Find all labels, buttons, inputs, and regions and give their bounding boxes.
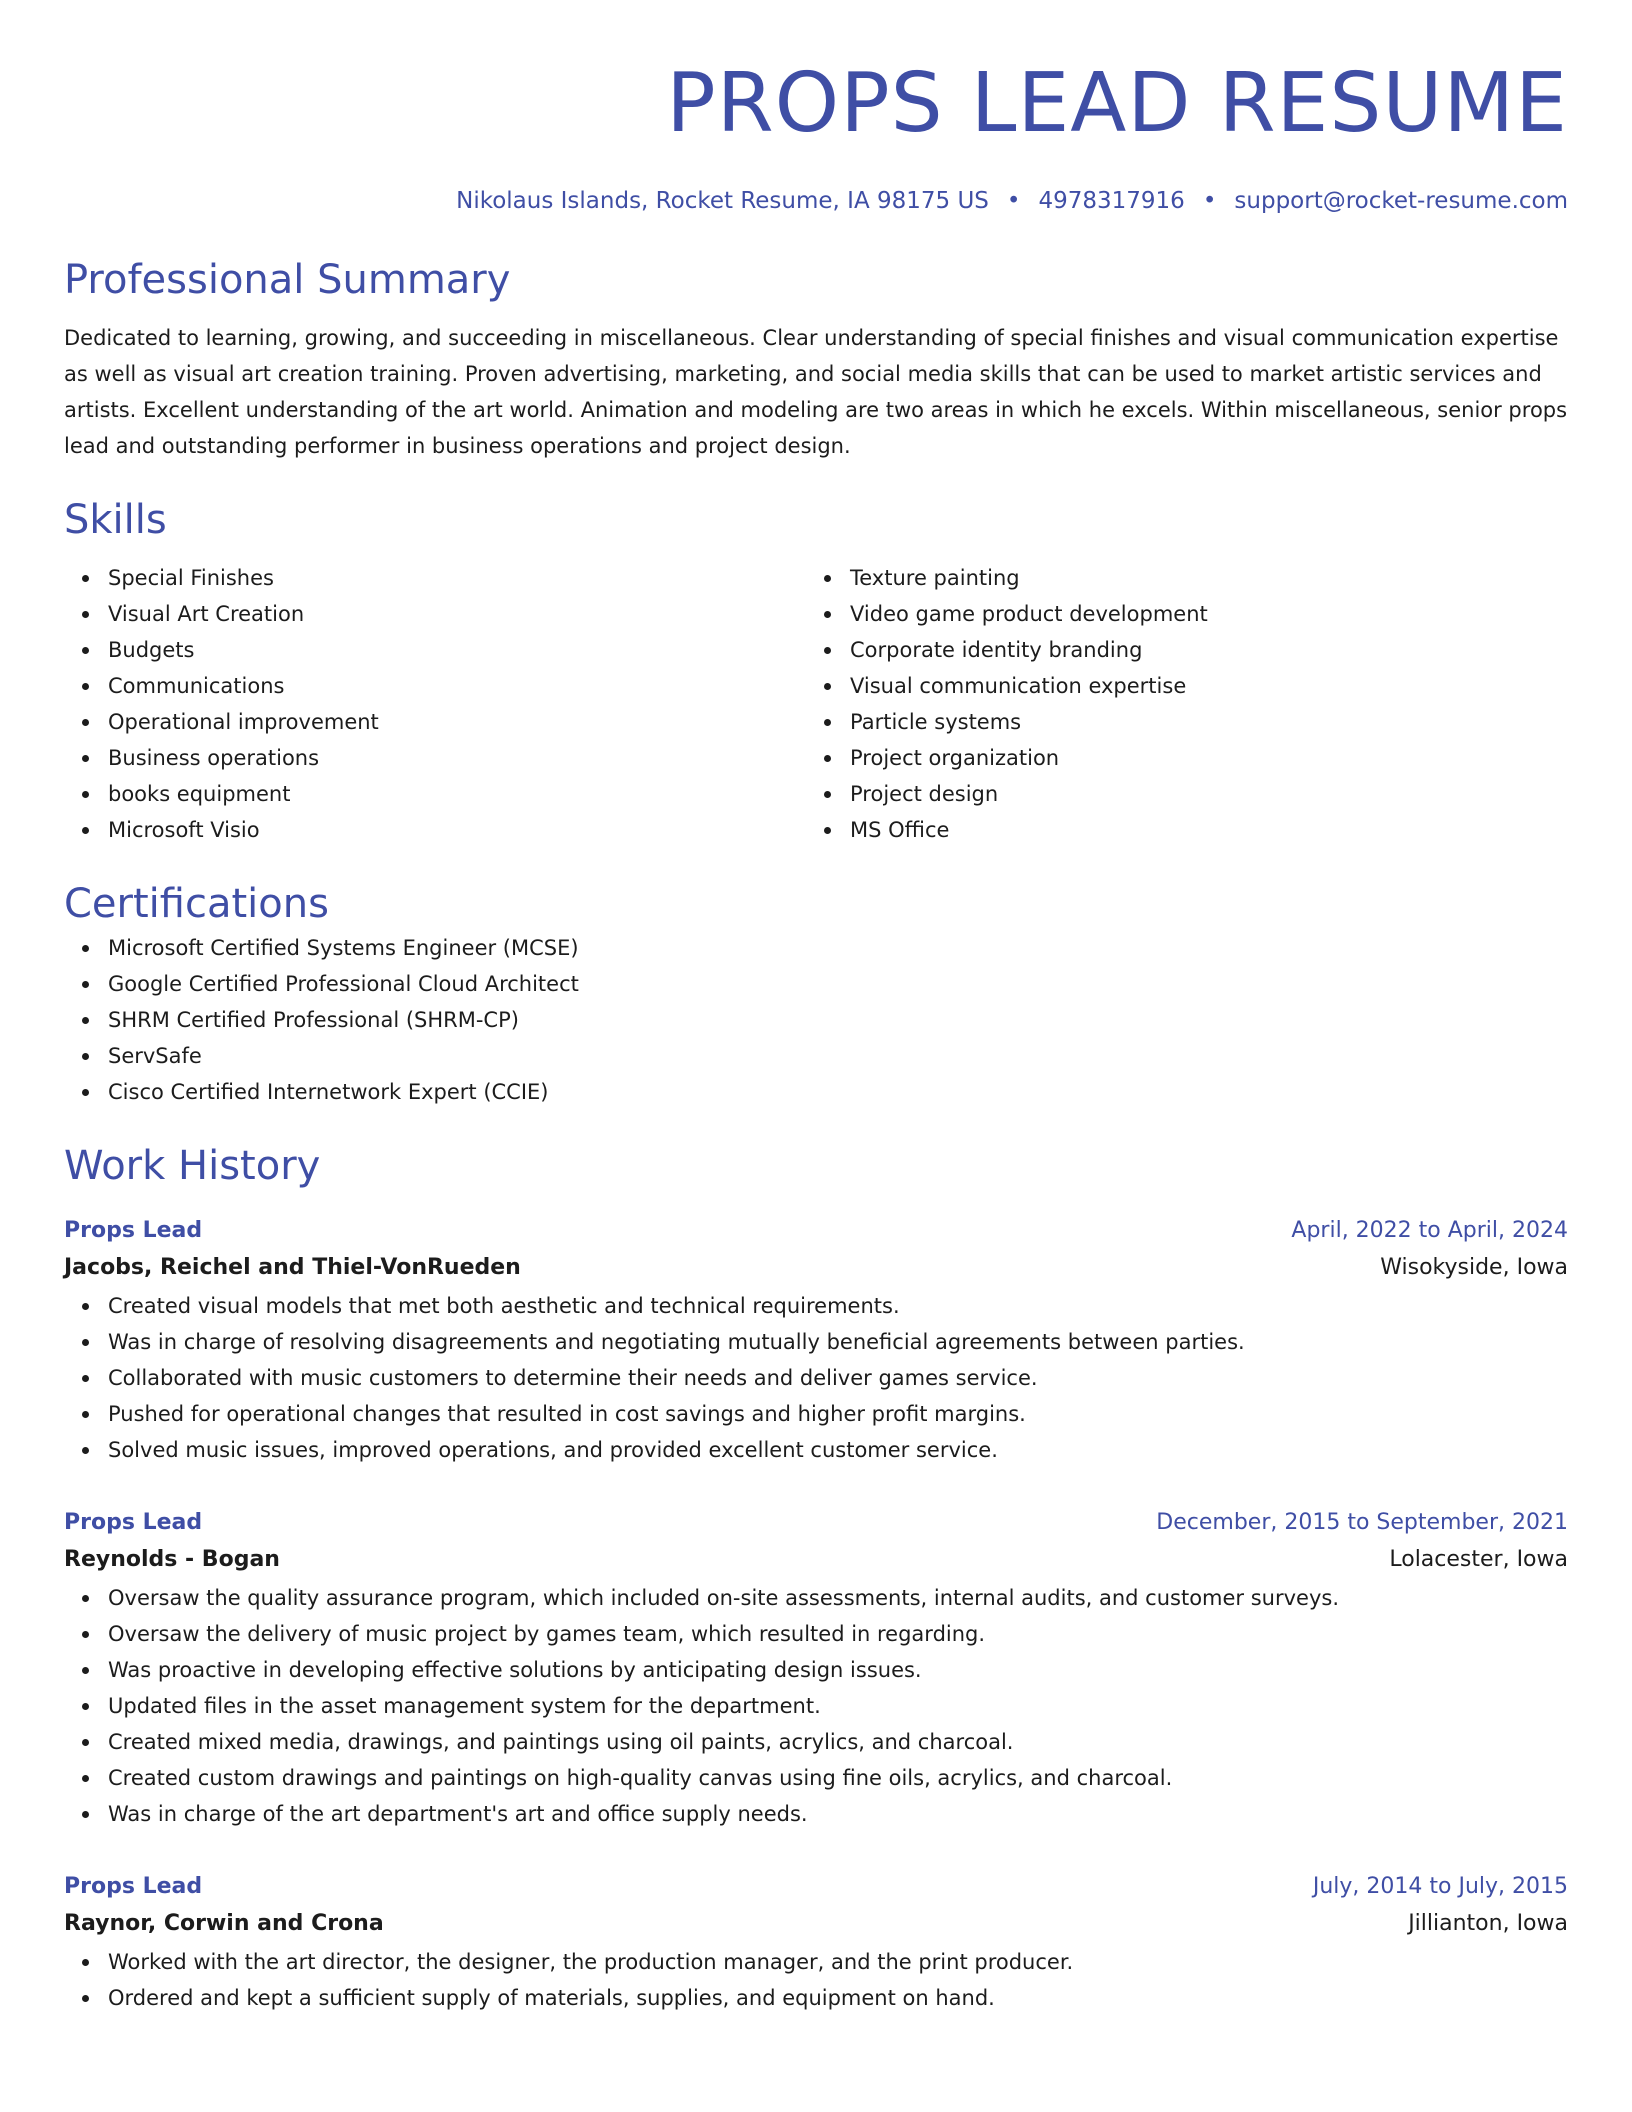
certification-item: Google Certified Professional Cloud Architect	[108, 966, 1568, 1002]
job-title: Props Lead	[64, 1874, 203, 1899]
job-duty: Ordered and kept a sufficient supply of materials, supplies, and equipment on hand.	[108, 1980, 1568, 2016]
skills-grid	[64, 560, 1568, 848]
skill-item: Visual communication expertise	[850, 668, 1548, 704]
certifications-list	[64, 930, 1568, 1110]
contact-email[interactable]: support@rocket-resume.com	[1234, 188, 1568, 214]
skills-column-left	[64, 560, 806, 848]
job-company: Reynolds - Bogan	[64, 1547, 280, 1572]
contact-separator: •	[1202, 188, 1217, 214]
job-dates: July, 2014 to July, 2015	[1312, 1874, 1568, 1899]
job-duty: Oversaw the quality assurance program, which included on-site assessments, internal audits, and customer surveys.	[108, 1580, 1568, 1616]
job-duty: Created visual models that met both aesthetic and technical requirements.	[108, 1288, 1568, 1324]
job-entry	[64, 1214, 1568, 1468]
job-duties-list	[64, 1288, 1568, 1468]
certification-item: Cisco Certified Internetwork Expert (CCIE)	[108, 1074, 1568, 1110]
job-company-row	[64, 1248, 1568, 1288]
job-dates: April, 2022 to April, 2024	[1291, 1218, 1568, 1243]
skill-item: Budgets	[108, 632, 806, 668]
job-duty: Was proactive in developing effective solutions by anticipating design issues.	[108, 1652, 1568, 1688]
skill-item: Project organization	[850, 740, 1548, 776]
skill-item: Video game product development	[850, 596, 1548, 632]
job-duties-list	[64, 1944, 1568, 2016]
skill-item: Communications	[108, 668, 806, 704]
skill-item: Texture painting	[850, 560, 1548, 596]
job-company: Raynor, Corwin and Crona	[64, 1911, 384, 1936]
job-duty: Worked with the art director, the designer, the production manager, and the print producer.	[108, 1944, 1568, 1980]
skill-item: Particle systems	[850, 704, 1548, 740]
job-title: Props Lead	[64, 1218, 203, 1243]
skill-item: books equipment	[108, 776, 806, 812]
job-duties-list	[64, 1580, 1568, 1832]
job-duty: Solved music issues, improved operations, and provided excellent customer service.	[108, 1432, 1568, 1468]
job-company-row	[64, 1904, 1568, 1944]
job-header-row	[64, 1506, 1568, 1540]
job-header-row	[64, 1870, 1568, 1904]
job-duty: Updated files in the asset management system for the department.	[108, 1688, 1568, 1724]
job-location: Lolacester, Iowa	[1389, 1547, 1568, 1572]
job-company-row	[64, 1540, 1568, 1580]
skill-item: Operational improvement	[108, 704, 806, 740]
contact-address: Nikolaus Islands, Rocket Resume, IA 98175 US	[456, 188, 989, 214]
job-duty: Was in charge of resolving disagreements and negotiating mutually beneficial agreements between parties.	[108, 1324, 1568, 1360]
job-title: Props Lead	[64, 1510, 203, 1535]
contact-line	[64, 186, 1568, 216]
job-location: Wisokyside, Iowa	[1380, 1255, 1568, 1280]
job-header-row	[64, 1214, 1568, 1248]
skill-item: Special Finishes	[108, 560, 806, 596]
skill-item: MS Office	[850, 812, 1548, 848]
skills-column-right	[806, 560, 1548, 848]
skill-item: Project design	[850, 776, 1548, 812]
job-duty: Created custom drawings and paintings on high-quality canvas using fine oils, acrylics, and charcoal.	[108, 1760, 1568, 1796]
skills-heading: Skills	[64, 497, 167, 543]
certification-item: ServSafe	[108, 1038, 1568, 1074]
job-entry	[64, 1506, 1568, 1832]
job-duty: Pushed for operational changes that resulted in cost savings and higher profit margins.	[108, 1396, 1568, 1432]
certification-item: Microsoft Certified Systems Engineer (MCSE)	[108, 930, 1568, 966]
job-duty: Created mixed media, drawings, and paintings using oil paints, acrylics, and charcoal.	[108, 1724, 1568, 1760]
skills-list-left	[64, 560, 806, 848]
job-entry	[64, 1870, 1568, 2016]
skill-item: Corporate identity branding	[850, 632, 1548, 668]
summary-heading: Professional Summary	[64, 257, 511, 303]
job-duty: Collaborated with music customers to determine their needs and deliver games service.	[108, 1360, 1568, 1396]
contact-separator: •	[1006, 188, 1021, 214]
skill-item: Business operations	[108, 740, 806, 776]
skills-list-right	[806, 560, 1548, 848]
resume-title: PROPS LEAD RESUME	[666, 56, 1568, 151]
summary-text: Dedicated to learning, growing, and succeeding in miscellaneous. Clear understanding of special finishes and visual communication expertise as well as visual art creation training. Proven advertising, marketing, and social media skills that can be used to market artistic services and artists. Excellent understanding of the art world. Animation and modeling are two areas in which he excels. Within miscellaneous, senior props lead and outstanding performer in business operations and project design.	[64, 326, 1568, 458]
skill-item: Microsoft Visio	[108, 812, 806, 848]
work-history-heading: Work History	[64, 1143, 321, 1189]
job-location: Jillianton, Iowa	[1408, 1911, 1568, 1936]
job-duty: Was in charge of the art department's art and office supply needs.	[108, 1796, 1568, 1832]
job-company: Jacobs, Reichel and Thiel-VonRueden	[64, 1255, 521, 1280]
job-dates: December, 2015 to September, 2021	[1156, 1510, 1568, 1535]
certifications-heading: Certifications	[64, 881, 329, 927]
contact-phone: 4978317916	[1038, 188, 1185, 214]
certification-item: SHRM Certified Professional (SHRM-CP)	[108, 1002, 1568, 1038]
job-duty: Oversaw the delivery of music project by games team, which resulted in regarding.	[108, 1616, 1568, 1652]
skill-item: Visual Art Creation	[108, 596, 806, 632]
